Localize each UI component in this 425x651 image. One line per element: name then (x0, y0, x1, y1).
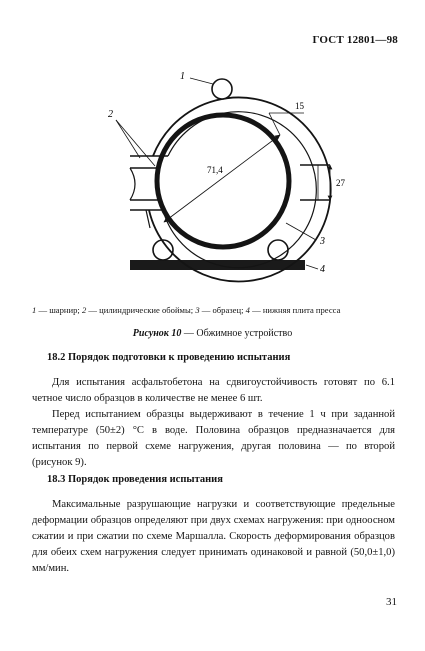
section-18-2-paragraph-1: Для испытания асфальтобетона на сдвигоустойчивость готовят по 6.1 четное число образцов в количестве не менее 6 шт. (32, 377, 395, 404)
section-18-3-paragraph-1: Максимальные разрушающие нагрузки и соответствующие предельные деформации образцов определяют при двух схемах нагружения: при одноосном сжатии и при сжатии по схеме Маршалла. Скорость деформирования образцов для обеих схем нагружения следует принимать одинаковой и равной (50,0±1,0) мм/мин. (32, 499, 395, 574)
hinge (212, 79, 232, 99)
caption-text: — Обжимное устройство (181, 328, 293, 339)
callout-4: 4 (320, 264, 325, 275)
legend-text-4: — нижняя плита пресса (249, 305, 341, 315)
figure-caption (0, 328, 425, 339)
callout-2: 2 (108, 109, 113, 120)
dimension-27: 27 (336, 178, 345, 188)
legend-text-3: — образец; (199, 305, 246, 315)
legend-text-2: — цилиндрические обоймы; (86, 305, 196, 315)
legend-num-2: 2 (81, 305, 87, 315)
diameter-line (164, 135, 280, 222)
compression-device-figure (0, 60, 425, 290)
clamp-jaws (130, 156, 168, 228)
callout-3: 3 (320, 236, 325, 247)
outer-clamp-ring (149, 97, 331, 281)
dimension-15: 15 (295, 101, 304, 111)
section-18-3-title: 18.3 Порядок проведения испытания (47, 474, 223, 485)
legend-num-4: 4 (245, 305, 250, 315)
figure-legend (32, 305, 402, 315)
standard-header: ГОСТ 12801—98 (312, 34, 398, 46)
section-18-2-paragraph-2: Перед испытанием образцы выдерживают в течение 1 ч при заданной температуре (50±2) °С в воде. Половина образцов предназначается для испытания по первой схеме нагружения, другая половина — по второй (рисунок 9). (32, 409, 395, 468)
legend-num-1: 1 (32, 305, 37, 315)
legend-num-3: 3 (195, 305, 200, 315)
page-number: 31 (386, 596, 397, 608)
caption-label: Рисунок 10 (132, 328, 182, 339)
right-bracket (300, 165, 330, 200)
specimen-ring (157, 115, 289, 247)
callout-1: 1 (180, 71, 185, 82)
dimension-71-4: 71,4 (207, 165, 223, 175)
support-rollers (153, 240, 288, 260)
section-18-2-title: 18.2 Порядок подготовки к проведению испытания (47, 352, 291, 363)
legend-text-1: — шарнир; (36, 305, 82, 315)
